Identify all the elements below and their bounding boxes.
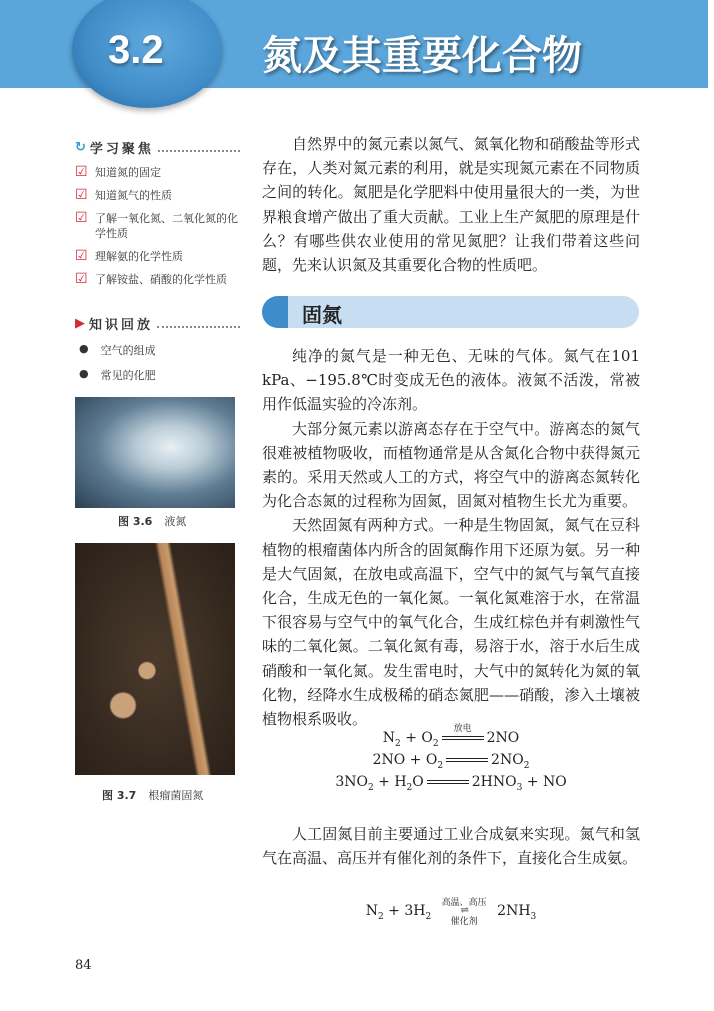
review-item-text: 常见的化肥 [100,369,156,382]
page-number: 84 [75,958,92,973]
play-triangle-icon: ▶ [75,316,85,331]
checkbox-icon: ☑ [75,271,88,287]
paragraph: 大部分氮元素以游离态存在于空气中。游离态的氮气很难被植物吸收，而植物通常是从含氮化合物中获得氮元素的。采用天然或人工的方式，将空气中的游离态氮转化为化合态氮的过程称为固氮，固氮对植物生长尤为重要。 [262,419,640,511]
figure-label: 图 3.6 [118,515,153,528]
intro-text: 自然界中的氮元素以氮气、氮氧化物和硝酸盐等形式存在，人类对氮元素的利用，就是实现氮元素在不同物质之间的转化。氮肥是化学肥料中使用量很大的一类，为世界粮食增产做出了重大贡献。工业上生产氮肥的原理是什么？有哪些供农业使用的常见氮肥？让我们带着这些问题，先来认识氮及其重要化合物的性质吧。 [262,135,640,275]
root-nodule-photo [75,543,235,775]
focus-item [75,272,240,287]
figure-label: 图 3.7 [102,789,137,802]
reaction-condition: 放电 [453,724,472,734]
review-item-text: 空气的组成 [100,344,156,357]
paragraph: 天然固氮有两种方式。一种是生物固氮，氮气在豆科植物的根瘤菌体内所含的固氮酶作用下还原为氨。另一种是大气固氮，在放电或高温下，空气中的氮气与氧气直接化合，生成无色的一氧化氮。一氧化氮难溶于水，在常温下很容易与空气中的氧气化合，生成红棕色并有刺激性气味的二氧化氮。二氧化氮有毒，易溶于水，溶于水后生成硝酸和一氧化氮。发生雷电时，大气中的氮转化为氮的氧化物，经降水生成极稀的硝态氮肥——硝酸，渗入土壤被植物根系吸收。 [262,516,640,729]
learning-focus [75,138,240,287]
equation: $N_2 + 3H_2$ 高温、高压 ⇌ 催化剂 $2NH_3$ [262,903,640,922]
figure-caption-text: 液氮 [164,515,187,528]
section-title: 氮及其重要化合物 [262,33,582,79]
focus-item-text: 知道氮气的性质 [95,189,172,202]
focus-item [75,165,240,180]
checkbox-icon: ☑ [75,164,88,180]
checkbox-icon: ☑ [75,187,88,203]
focus-item [75,211,240,241]
focus-item-text: 了解铵盐、硝酸的化学性质 [95,273,227,286]
review-title: 知识回放 [89,318,154,333]
knowledge-review [75,314,240,383]
figure-caption-text: 根瘤菌固氮 [148,789,204,802]
bullet-icon: ● [79,342,89,355]
equation: $2NO + O_2$ $2NO_2$ [372,752,530,771]
focus-item-text: 理解氨的化学性质 [95,250,183,263]
paragraph: 人工固氮目前主要通过工业合成氨来实现。氮气和氢气在高温、高压并有催化剂的条件下，直接化合生成氨。 [262,825,640,868]
industrial-paragraph [262,822,640,870]
equation: $N_2 + O_2$ 放电 2NO [262,730,640,749]
refresh-icon: ↻ [75,140,86,155]
focus-item-text: 知道氮的固定 [95,166,161,179]
focus-item-text: 了解一氧化氮、二氧化氮的化学性质 [95,212,238,240]
catalyst-label: 催化剂 [450,917,478,927]
liquid-nitrogen-photo [75,397,235,508]
section-number: 3.2 [108,28,164,72]
intro-paragraph [262,132,640,277]
equation: $3NO_2 + H_2O$ $2HNO_3$ + NO [335,774,567,793]
checkbox-icon: ☑ [75,248,88,264]
review-item [75,367,240,383]
body-text [262,344,640,731]
checkbox-icon: ☑ [75,210,88,226]
focus-item [75,249,240,264]
review-item [75,342,240,358]
reaction-condition: 高温、高压 [441,898,487,908]
section-heading-text: 固氮 [302,303,342,327]
bullet-icon: ● [79,367,89,380]
paragraph: 纯净的氮气是一种无色、无味的气体。氮气在101 kPa、−195.8℃时变成无色的液体。液氮不活泼，常被用作低温实验的冷冻剂。 [262,347,640,414]
figure-caption [102,787,203,803]
section-heading [262,296,639,328]
focus-item [75,188,240,203]
focus-title: 学习聚焦 [89,142,154,157]
figure-caption [118,513,186,529]
